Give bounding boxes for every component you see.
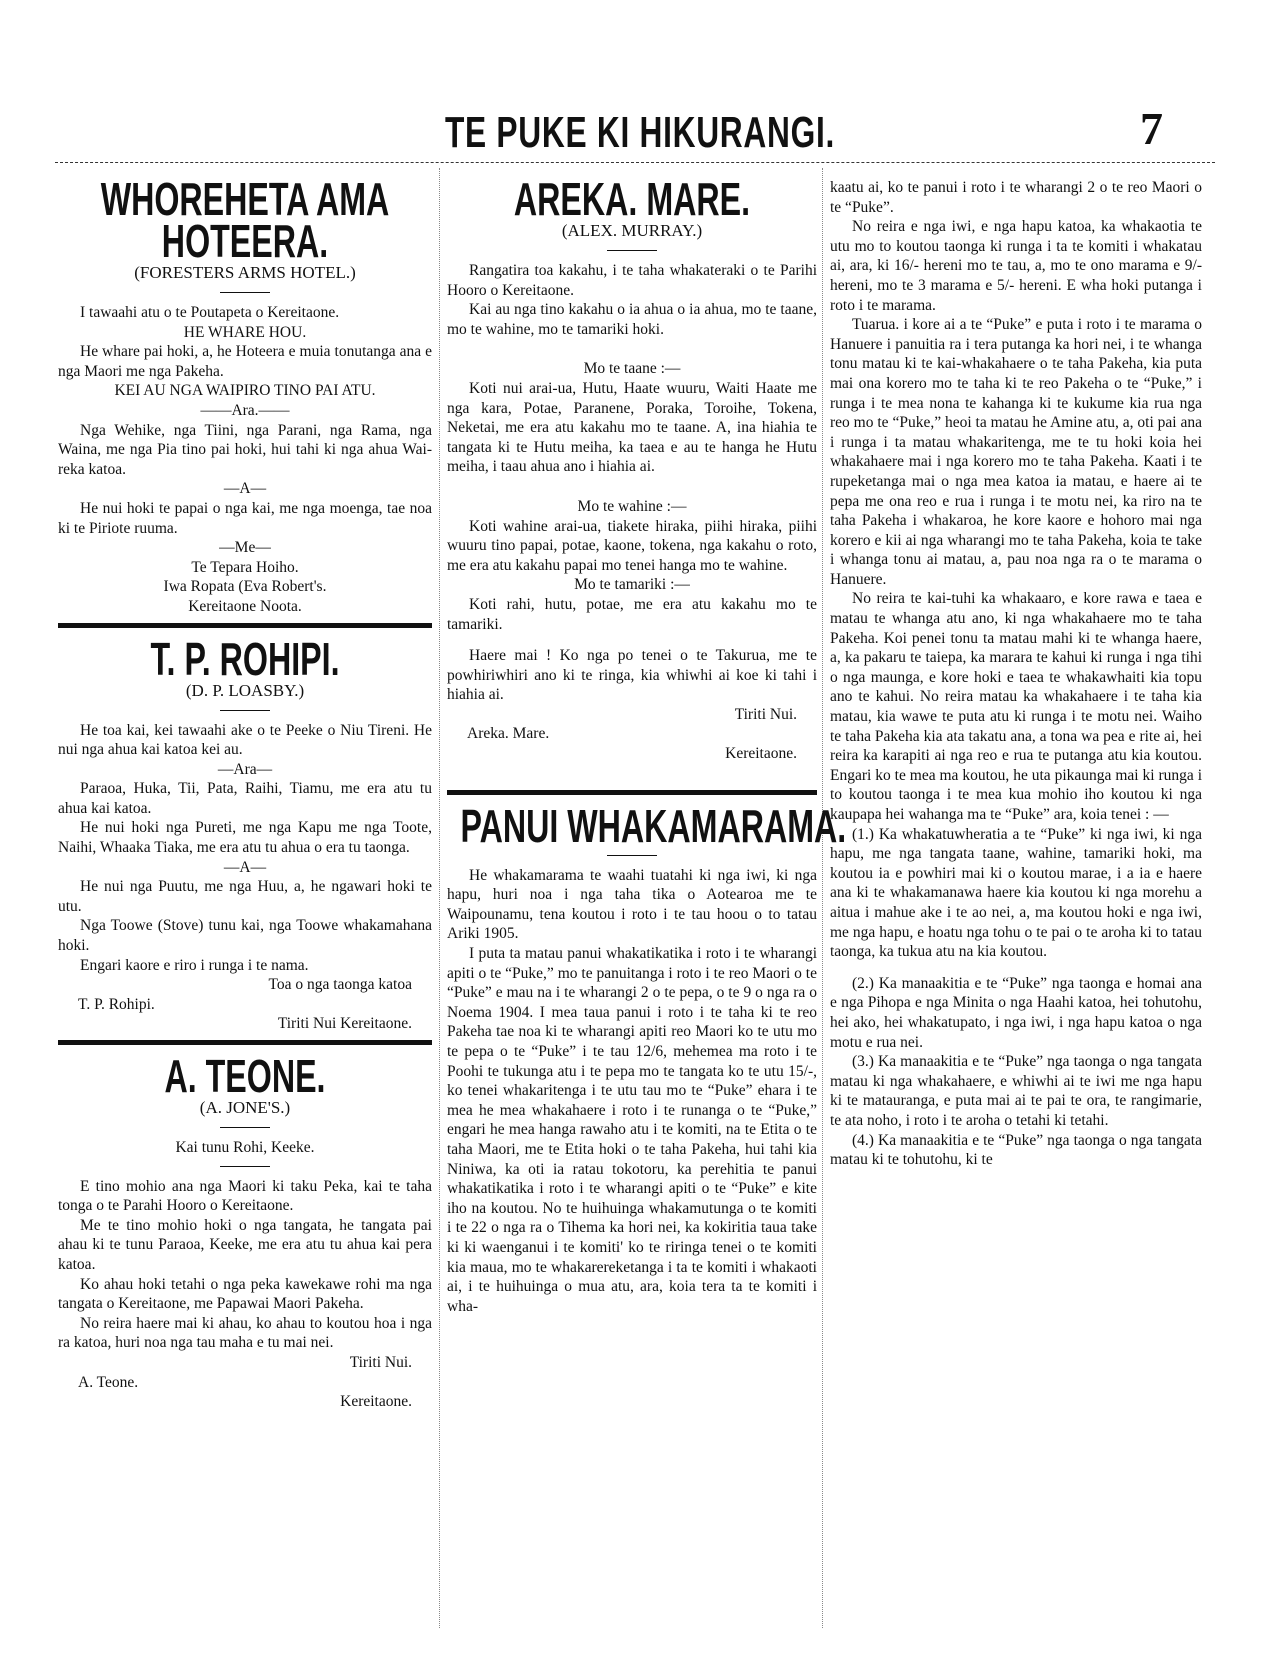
paragraph: Koti rahi, hutu, potae, me era atu kakahu mo te tamariki. — [447, 595, 817, 633]
spacer — [447, 477, 817, 497]
signature-line: Tiriti Nui Kereitaone. — [277, 1015, 412, 1033]
page-number: 7 — [1140, 103, 1163, 154]
newspaper-title: TE PUKE KI HIKURANGI. — [444, 108, 836, 157]
spacer — [830, 962, 1202, 974]
paragraph: (2.) Ka manaakitia e te “Puke” nga taonga e homai ana e nga Pihopa e nga Minita o nga Haahi katoa, hei tohutohu, hei ako, hei whakatupato, i nga iwi, i nga hapu katoa o nga motu e rua nei. — [830, 974, 1202, 1051]
column-3 — [830, 178, 1202, 1170]
paragraph: Me te tino mohio hoki o nga tangata, he tangata pai ahau ki te tunu Paraoa, Keeke, me era atu tu ahua kai pera katoa. — [58, 1216, 432, 1273]
section-rule — [447, 790, 817, 795]
signature-line: Kereitaone. — [725, 745, 797, 763]
centered-line: KEI AU NGA WAIPIRO TINO PAI ATU. — [114, 382, 376, 400]
advert-subheading: (D. P. LOASBY.) — [185, 680, 305, 700]
advert-heading: T. P. ROHIPI. — [150, 632, 340, 685]
paragraph: Kai au nga tino kakahu o ia ahua o ia ahua, mo te taane, mo te wahine, mo te tamariki hoki. — [447, 301, 817, 338]
short-rule — [607, 250, 657, 251]
paragraph: Rangatira toa kakahu, i te taha whakateraki o te Parihi Hooro o Kereitaone. — [447, 262, 817, 299]
centered-line: Iwa Ropata (Eva Robert's. — [163, 578, 327, 596]
signature-line: A. Teone. — [78, 1373, 139, 1391]
paragraph: Tuarua. i kore ai a te “Puke” e puta i roto i te marama o Hanuere i panuitia ra i tera putanga ka hori nei, i te whanga tonu matau ki te kai-whakahaere o te taha Pakeha, kia puta mai ona korero mo te taha ki te reo Pakeha o te “Puke,” i runga i te mea nona te kahanga ki te kukume kia rua nga reo mo te “Puke,” heoi ta matau he Amine atu, a, oti pai ana i runga i ta matau whakaritenga, me te tu hoki koia hei whakahaere mai i nga korero mo te taha Pakeha. Kaati i te rupeketanga mai o nga mea katoa ia matau, e haere ai te pepa me ona reo e rua i runga i te motu nei, ka riro na te taha Pakeha i whakaroa, he kore kaore e hohoro mai nga korero e kii ai nga wharangi mo te taha Pakeha, koia te take i whanga tonu ai matau, a, pau noa nga ra o te marama o Hanuere. — [830, 316, 1202, 588]
centered-line: Kai tunu Rohi, Keeke. — [175, 1139, 315, 1156]
advert-heading: HOTEERA. — [161, 215, 329, 267]
paragraph: He whakamarama te waahi tuatahi ki nga iwi, ki nga hapu, huri noa i nga taha tika o Aotearoa me te Waipounamu, tena koutou i roto i te tau hoou o to tatau Ariki 1905. — [447, 866, 817, 943]
advert-heading: PANUI WHAKAMARAMA. — [460, 799, 847, 852]
paragraph: (3.) Ka manaakitia e te “Puke” nga taonga o nga tangata matau ki nga whakahaere, e whiwhi ai te iwi me nga hapu ki te matauranga, e puta mai ai te pai te ora, te rangimarie, te ata noho, i roto i te aroha o tetahi ki tetahi. — [830, 1053, 1202, 1129]
advert-subheading: (ALEX. MURRAY.) — [561, 221, 703, 240]
paragraph: kaatu ai, ko te panui i roto i te wharangi 2 o te reo Maori o te “Puke”. — [830, 179, 1202, 216]
paragraph: E tino mohio ana nga Maori ki taku Peka, kai te taha tonga o te Parahi Hooro o Kereitaone. — [58, 1177, 432, 1215]
signature-line: Tiriti Nui. — [349, 1353, 412, 1371]
spacer — [447, 764, 817, 784]
signature-line: Areka. Mare. — [467, 725, 550, 743]
paragraph: He toa kai, kei tawaahi ake o te Peeke o Niu Tireni. He nui nga ahua kai katoa kei au. — [58, 721, 432, 759]
short-rule — [220, 1127, 270, 1128]
paragraph: Haere mai ! Ko nga po tenei o te Takurua, me te powhiriwhiri ano ki te ringa, kia whiwhi ai koe ki tahi i hiahia ai. — [447, 647, 817, 704]
paragraph: Engari kaore e riro i runga i te nama. — [80, 956, 309, 974]
column-divider — [439, 168, 440, 1628]
paragraph: I puta ta matau panui whakatikatika i roto i te wharangi apiti o te “Puke,” mo te panuitanga i roto i te reo Maori o te “Puke” e mau na i te wharangi 2 o te pepa, o te 9 o nga ra o Noema 1904. I mea taua panui i roto i te taha ki te reo Pakeha tae noa ki te wharangi apiti reo Maori ko te utu mo te pepa o te “Puke” i te tau 12/6, mehemea ma roto i te Poohi te tukunga atu i te pepa mo te tangata ko te utu 15/-, ko tenei whakaritenga i te utu tau mo te “Puke” ehara i te mea he mea whakahaere i roto i te runanga o te “Puke,” engari he mea hanga rawaho atu i te komiti, na te Etita o te taha Maori, me te Etita hoki o te taha Pakeha, hui tahi kia Niniwa, ka oti ia ratau tokotoru, ka perehitia te panui whakatikatika i roto i te wharangi apiti o te “Puke” e kite iho na koutou. No te huihuinga whakamutunga o te komiti i te 22 o nga ra o Tihema ka hori nei, ka kokiritia taua take ki ki waenganui i te komiti' ko te riringa tenei o te komiti kia maua, mo te whakarereketanga i ta te komiti i whakaoti ai, i te huihuinga o mua atu, ara, koia tera ta te komiti i wha- — [447, 945, 817, 1315]
paragraph: He whare pai hoki, a, he Hoteera e muia tonutanga ana e nga Maori me nga Pakeha. — [58, 343, 432, 380]
signature-line: T. P. Rohipi. — [78, 995, 155, 1013]
short-rule — [220, 710, 270, 711]
masthead-rule — [55, 162, 1215, 163]
centered-line: —A— — [223, 480, 267, 498]
paragraph: He nui hoki te papai o nga kai, me nga moenga, tae noa ki te Piriote ruuma. — [58, 499, 432, 537]
short-rule — [220, 1166, 270, 1167]
centered-line: ——Ara.—— — [200, 401, 290, 419]
advert-heading: AREKA. MARE. — [513, 173, 751, 225]
advert-subheading: (FORESTERS ARMS HOTEL.) — [134, 263, 356, 282]
paragraph: (4.) Ka manaakitia e te “Puke” nga taonga o nga tangata matau ki te tohutohu, ki te — [830, 1131, 1202, 1169]
signature-line: Kereitaone. — [340, 1393, 412, 1411]
section-rule — [58, 1040, 432, 1045]
paragraph: Koti wahine arai-ua, tiakete hiraka, piihi hiraka, piihi wuuru tino papai, potae, kaone, tokena, nga kakahu o roto, me era atu kakahu papai mo tenei hanga mo te wahine. — [447, 517, 817, 574]
paragraph: I tawaahi atu o te Poutapeta o Kereitaone. — [80, 304, 340, 321]
advert-heading: A. TEONE. — [164, 1050, 326, 1102]
short-rule — [220, 292, 270, 293]
centered-line: Kereitaone Noota. — [188, 597, 302, 615]
signature-line: Toa o nga taonga katoa — [268, 976, 412, 994]
centered-line: —A— — [223, 858, 267, 876]
paragraph: Nga Toowe (Stove) tunu kai, nga Toowe whakamahana hoki. — [58, 917, 432, 955]
paragraph: He nui hoki nga Pureti, me nga Kapu me nga Toote, Naihi, Whaaka Tiaka, me era atu tu ahua o era tu taonga. — [58, 819, 432, 857]
centered-line: Mo te taane :— — [583, 360, 681, 378]
short-rule — [607, 855, 657, 856]
centered-line: —Me— — [219, 539, 271, 557]
centered-line: HE WHARE HOU. — [183, 323, 307, 341]
masthead — [0, 100, 1280, 160]
centered-line: —Ara— — [217, 760, 273, 778]
column-2 — [447, 173, 847, 1316]
paragraph: (1.) Ka whakatuwheratia a te “Puke” ki nga iwi, ki nga hapu, me nga tangata taane, wahine, tamariki hoki, ma koutou ia e powhiri mai ki o koutou marae, i a ia e haere ana ki te whakamanawa haere kia koutou ki nga morehu a aitua i mahue ake i te ao nei, a, ma koutou hoki e nga iwi, me nga hapu, e hoatu nga tohu o te pai o te aroha ki to tatau taonga, ka tukua atu na kia koutou. — [830, 825, 1202, 961]
signature-line: Tiriti Nui. — [734, 705, 797, 723]
column-1 — [58, 173, 432, 1412]
centered-line: Mo te wahine :— — [577, 497, 687, 515]
paragraph: He nui nga Puutu, me nga Huu, a, he ngawari hoki te utu. — [58, 878, 432, 915]
column-divider — [822, 168, 823, 1628]
paragraph: No reira e nga iwi, e nga hapu katoa, ka whakaotia te utu mo to koutou taonga ki runga i ta te komiti i whakatau ai, ara, ki 16/- hereni mo te tau, a, mo te ono marama e 9/- hereni, mo te 3 marama e 5/- hereni. E wha hoki putanga i roto i te marama. — [830, 218, 1202, 314]
advert-heading: WHOREHETA AMA — [100, 173, 390, 225]
paragraph: Koti nui arai-ua, Hutu, Haate wuuru, Waiti Haate me nga kara, Potae, Paranene, Poraka, Toroihe, Tokena, Neketai, me era atu kakahu mo te taane. A, ina hiahia te tangata ki te Hutu meiha, ka taea e au te hanga he Hutu meiha, i taau ahua ano i hiahia ai. — [447, 379, 817, 476]
paragraph: Paraoa, Huka, Tii, Pata, Raihi, Tiamu, me era atu tu ahua kai katoa. — [58, 780, 432, 817]
advert-subheading: (A. JONE'S.) — [199, 1098, 291, 1117]
paragraph: Nga Wehike, nga Tiini, nga Parani, nga Rama, nga Waina, me nga Pia tino pai hoki, hui tahi ki nga ahua Wai-reka katoa. — [58, 421, 432, 478]
paragraph: No reira haere mai ki ahau, ko ahau to koutou hoa i nga ra katoa, huri noa nga tau maha e tu mai nei. — [58, 1314, 432, 1352]
spacer — [447, 634, 817, 646]
spacer — [447, 339, 817, 359]
paragraph: Ko ahau hoki tetahi o nga peka kawekawe rohi ma nga tangata o Kereitaone, me Papawai Maori Pakeha. — [58, 1275, 432, 1313]
section-rule — [58, 623, 432, 628]
centered-line: Mo te tamariki :— — [574, 576, 690, 594]
centered-line: Te Tepara Hoiho. — [191, 558, 299, 576]
paragraph: No reira te kai-tuhi ka whakaaro, e kore rawa e taea e matau te whanga atu ano, ki nga whakahaere mo te taha Pakeha. Koi penei tonu ta matau mahi ki te whanga haere, a, ka pakaru te taiepa, ka marara te kahui ki runga i nga tihi o nga maunga, e kore hoki e taea te whakawhaiti kia topu ano te kahui. No reira matau ka whakahaere i te taha kia matau, kia wawe te puta atu ki runga i te motu nei. Waiho te taha Pakeha kia ata takatu ana, a tona wa pea e rite ai, hei reira ka karapiti ai nga reo e rua te putanga atu kia koutou. Engari ko te mea ma koutou, he uta pikaunga mai ki runga i to koutou taonga i te mea kua mohio iho koutou ki nga kaupapa hei wahanga ma te “Puke” ara, koia tenei : — — [830, 590, 1202, 823]
